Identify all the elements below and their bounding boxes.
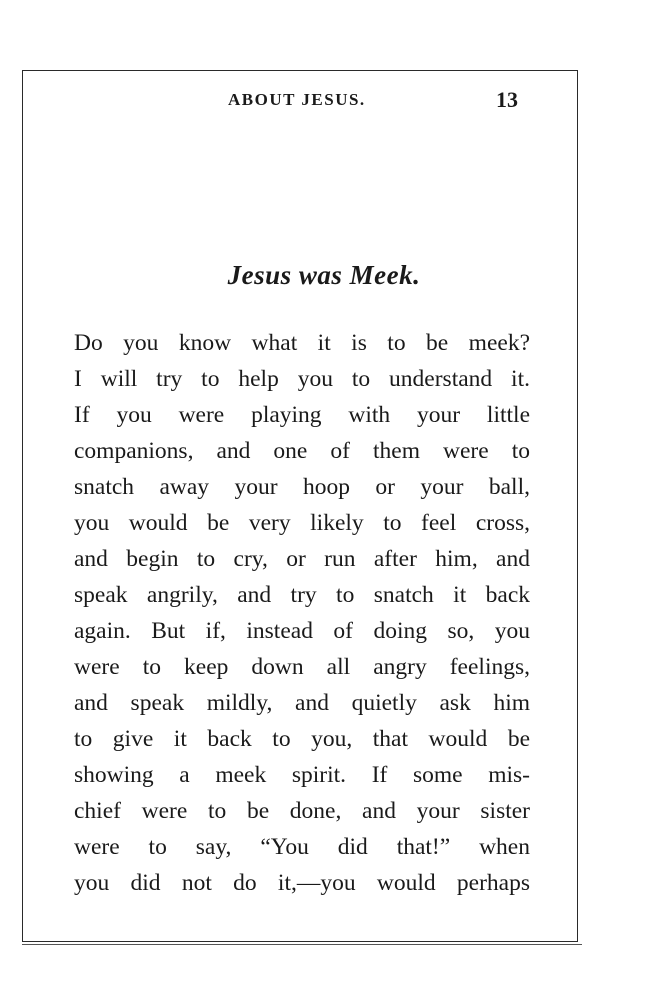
- bottom-rule: [22, 944, 582, 945]
- section-heading: Jesus was Meek.: [227, 260, 421, 290]
- body-line: again. But if, instead of doing so, you: [74, 618, 530, 644]
- body-line: were to say, “You did that!” when: [74, 834, 530, 860]
- body-line: If you were playing with your little: [74, 402, 530, 428]
- body-line: you would be very likely to feel cross,: [74, 510, 530, 536]
- body-line: Do you know what it is to be meek?: [74, 330, 530, 356]
- body-line: chief were to be done, and your sister: [74, 798, 530, 824]
- body-line: and begin to cry, or run after him, and: [74, 546, 530, 572]
- body-line: were to keep down all angry feelings,: [74, 654, 530, 680]
- page-number: 13: [496, 87, 518, 112]
- body-line: speak angrily, and try to snatch it back: [74, 582, 530, 608]
- body-text: [74, 325, 530, 901]
- running-head: [0, 87, 648, 114]
- body-line: snatch away your hoop or your ball,: [74, 474, 530, 500]
- body-line: to give it back to you, that would be: [74, 726, 530, 752]
- body-line: showing a meek spirit. If some mis-: [74, 762, 530, 788]
- body-line: companions, and one of them were to: [74, 438, 530, 464]
- body-line: and speak mildly, and quietly ask him: [74, 690, 530, 716]
- running-title: ABOUT JESUS.: [228, 90, 366, 109]
- body-line: I will try to help you to understand it.: [74, 366, 530, 392]
- body-line: you did not do it,—you would perhaps: [74, 870, 530, 896]
